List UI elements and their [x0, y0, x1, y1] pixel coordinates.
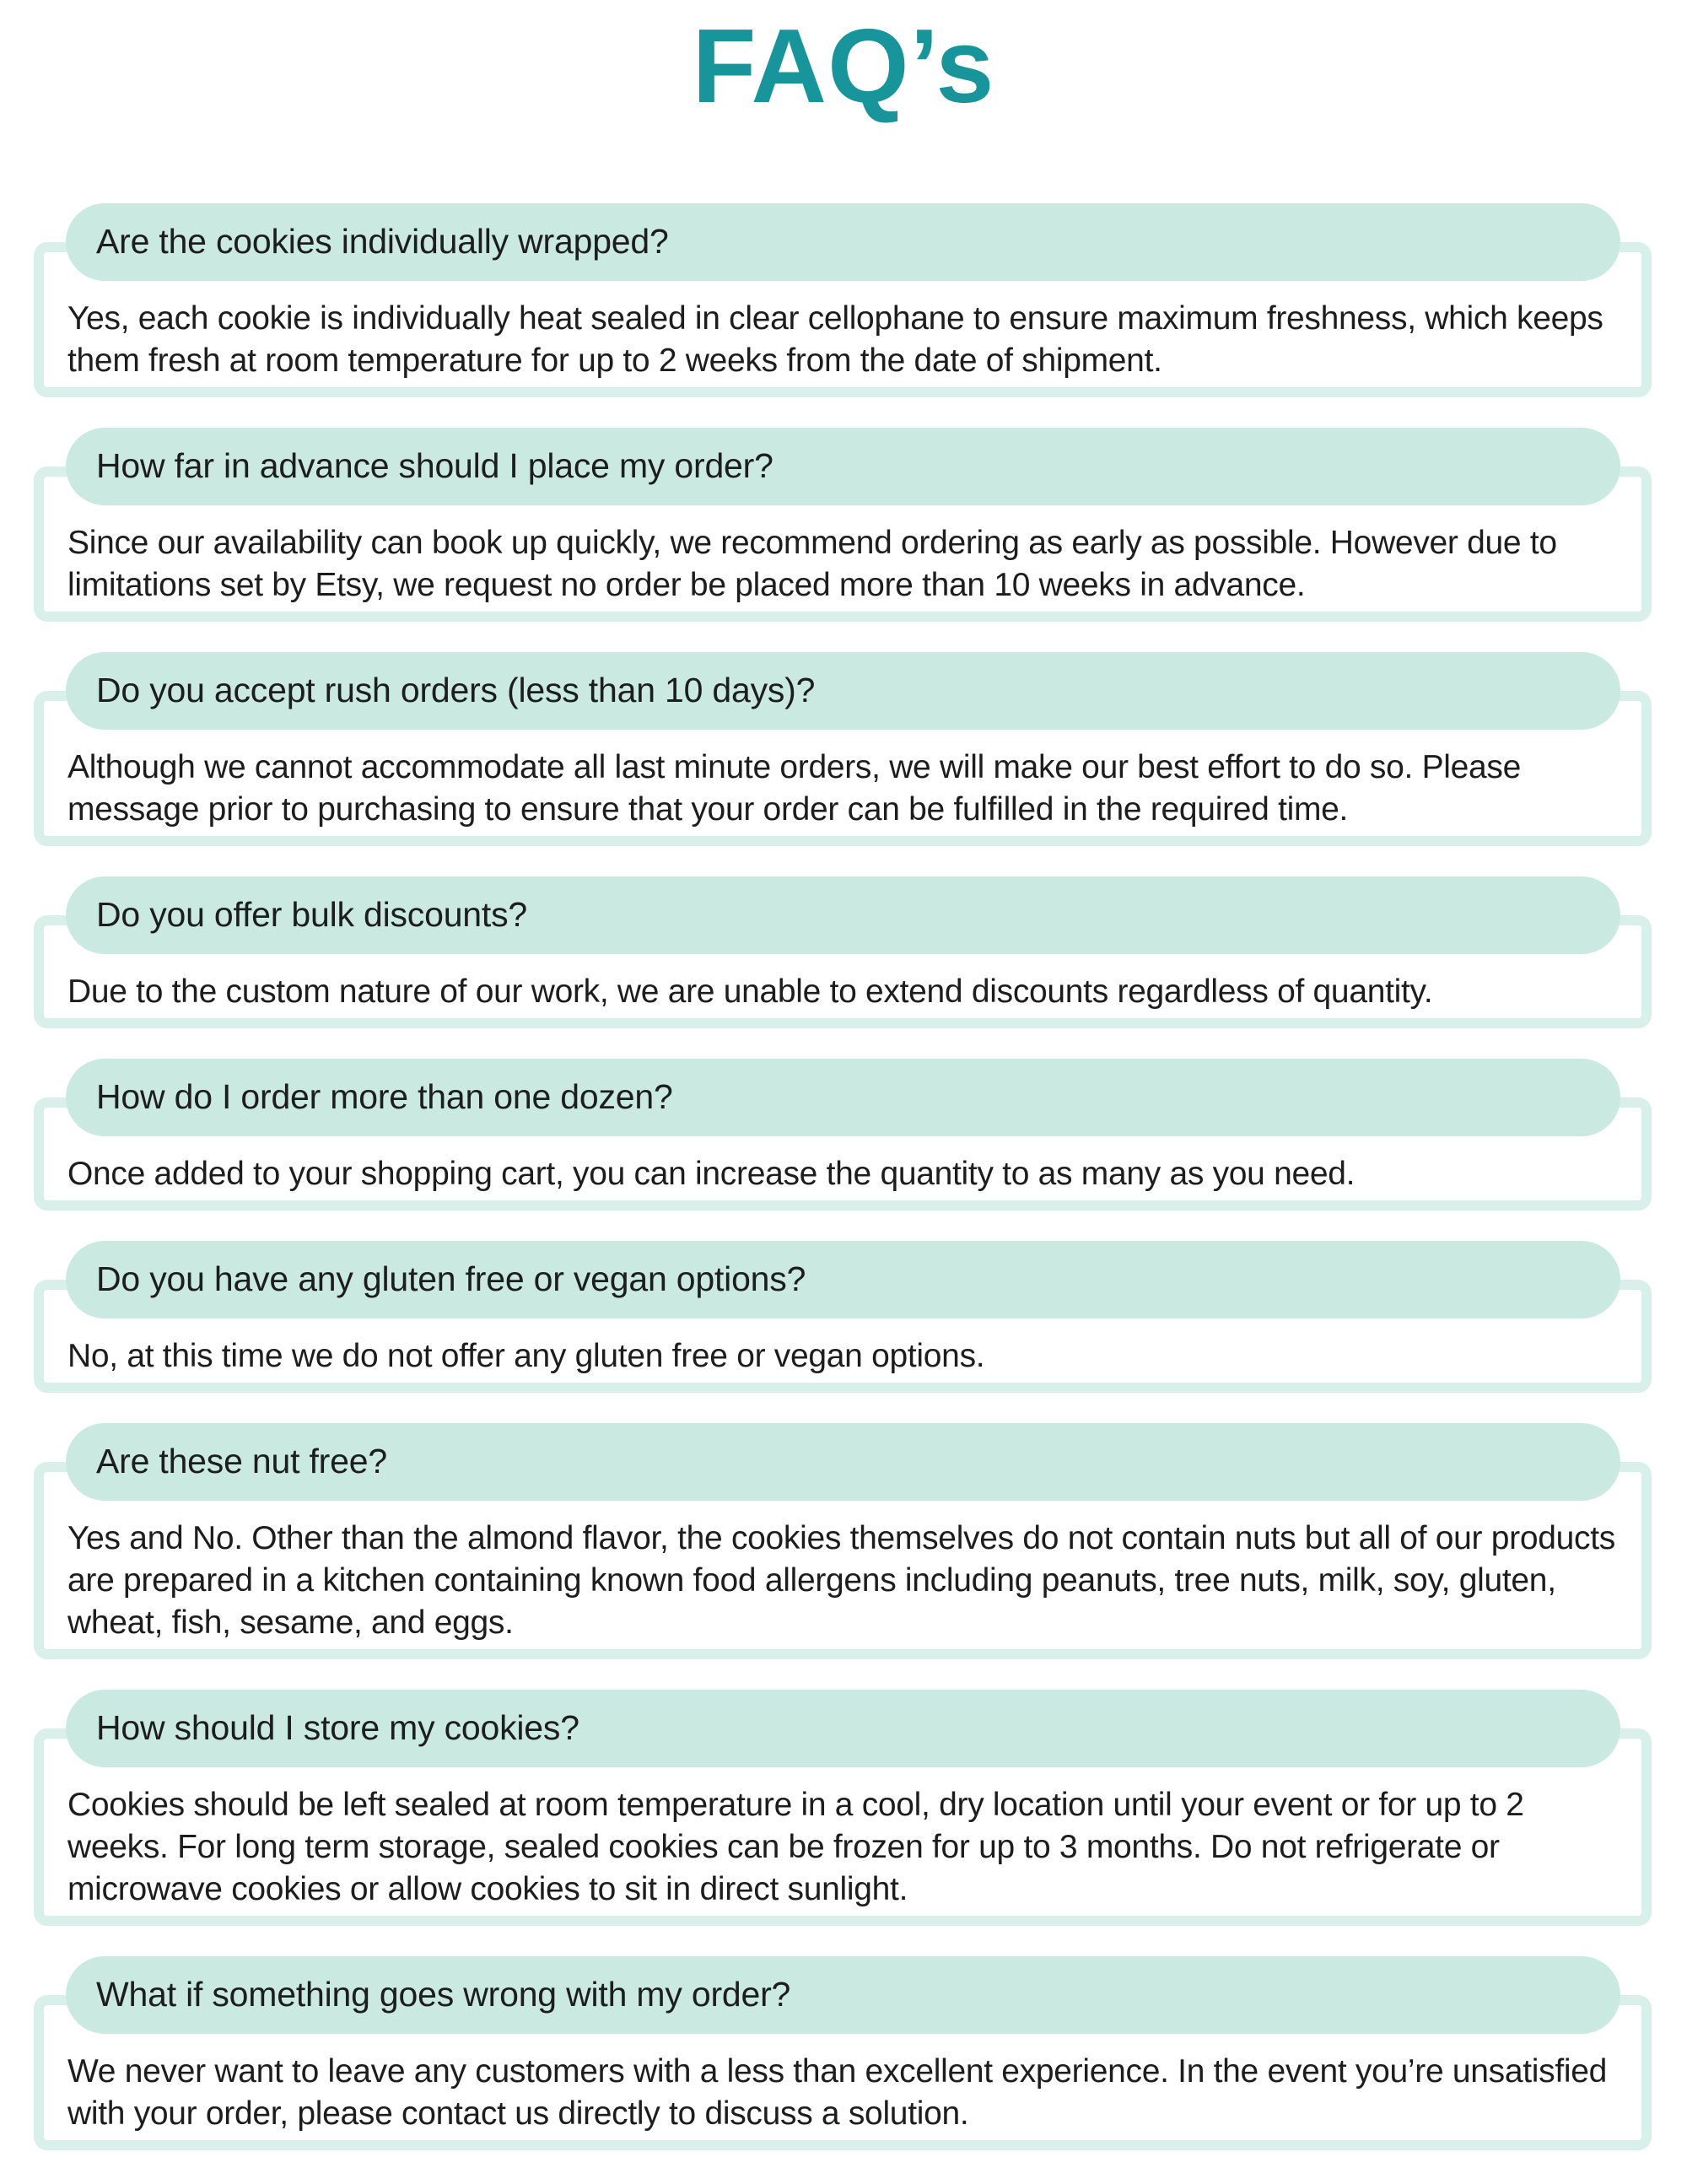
faq-question-text: Are these nut free?: [96, 1442, 387, 1481]
faq-question-pill: [66, 1690, 1620, 1767]
faq-question-pill: [66, 876, 1620, 954]
faq-question-pill: [66, 1059, 1620, 1136]
faq-item: [34, 428, 1652, 622]
faq-question-pill: [66, 652, 1620, 730]
faq-item: [34, 1241, 1652, 1393]
faq-question-pill: [66, 1423, 1620, 1501]
faq-item: [34, 1956, 1652, 2150]
faq-question-text: Do you have any gluten free or vegan options?: [96, 1259, 806, 1299]
faq-answer-text: Although we cannot accommodate all last minute orders, we will make our best effort to do so. Please message prior to purchasing to ensure that your order can be fulfilled in the required time.: [67, 748, 1522, 828]
faq-question-text: Do you accept rush orders (less than 10 days)?: [96, 671, 816, 710]
faq-item: [34, 1690, 1652, 1926]
faq-question-text: Are the cookies individually wrapped?: [96, 222, 669, 262]
faq-question-pill: [66, 1956, 1620, 2034]
faq-item: [34, 652, 1652, 846]
faq-item: [34, 876, 1652, 1028]
faq-question-text: How do I order more than one dozen?: [96, 1077, 673, 1117]
faq-item: [34, 1059, 1652, 1211]
faq-list: [34, 203, 1652, 2150]
faq-answer-text: Cookies should be left sealed at room temperature in a cool, dry location until your event or for up to 2 weeks. For long term storage, sealed cookies can be frozen for up to 3 months. Do not refrigerate or microwave cookies or allow cookies to sit in direct sunlight.: [67, 1786, 1524, 1907]
faq-question-pill: [66, 428, 1620, 505]
page-title: FAQ’s: [692, 8, 995, 125]
page-header: [0, 0, 1687, 126]
faq-answer-text: Once added to your shopping cart, you can increase the quantity to as many as you need.: [67, 1155, 1356, 1192]
faq-question-text: How far in advance should I place my order?: [96, 446, 773, 486]
faq-answer-text: No, at this time we do not offer any gluten free or vegan options.: [67, 1337, 985, 1374]
faq-item: [34, 1423, 1652, 1659]
faq-question-pill: [66, 203, 1620, 281]
faq-question-text: Do you offer bulk discounts?: [96, 895, 528, 935]
faq-answer-text: Yes and No. Other than the almond flavor, the cookies themselves do not contain nuts but all of our products are prepared in a kitchen containing known food allergens including peanuts, tree nuts, milk, soy, gluten, wheat, fish, sesame, and eggs.: [67, 1519, 1615, 1641]
faq-question-text: How should I store my cookies?: [96, 1708, 579, 1748]
faq-item: [34, 203, 1652, 397]
faq-answer-text: Due to the custom nature of our work, we are unable to extend discounts regardless of quantity.: [67, 973, 1433, 1010]
faq-answer-text: We never want to leave any customers with a less than excellent experience. In the event you’re unsatisfied with your order, please contact us directly to discuss a solution.: [67, 2052, 1608, 2132]
faq-question-text: What if something goes wrong with my order?: [96, 1975, 791, 2014]
faq-answer-text: Yes, each cookie is individually heat sealed in clear cellophane to ensure maximum freshness, which keeps them fresh at room temperature for up to 2 weeks from the date of shipment.: [67, 299, 1603, 379]
faq-answer-text: Since our availability can book up quickly, we recommend ordering as early as possible. However due to limitations set by Etsy, we request no order be placed more than 10 weeks in advance.: [67, 524, 1557, 603]
faq-question-pill: [66, 1241, 1620, 1318]
